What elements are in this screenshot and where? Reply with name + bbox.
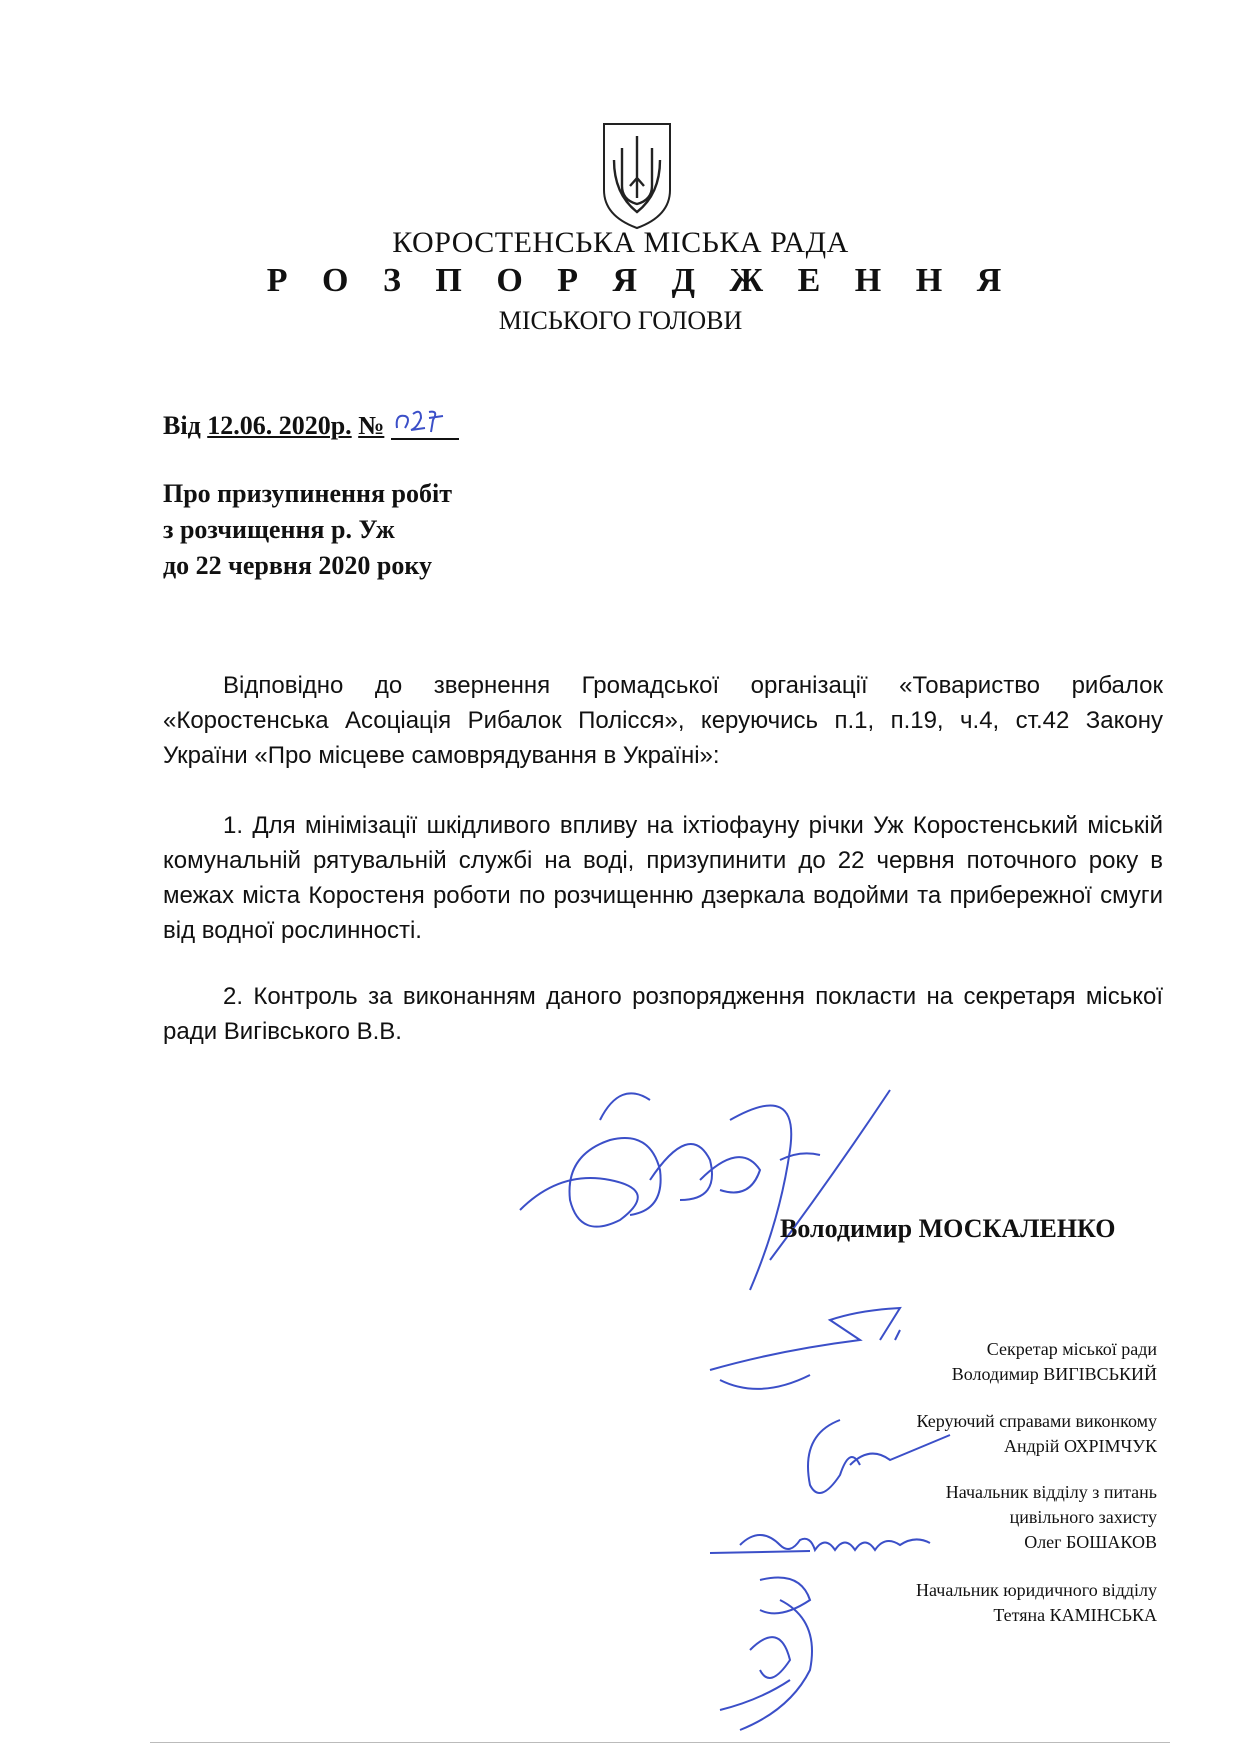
item-2-paragraph: 2. Контроль за виконанням даного розпорядження покласти на секретаря міської ради Вигівського В.В. <box>163 983 1163 1045</box>
approval-name: Андрій ОХРІМЧУК <box>1004 1436 1157 1456</box>
document-type: Р О З П О Р Я Д Ж Е Н Н Я <box>266 262 1015 299</box>
date-number-line <box>163 404 459 441</box>
council-name: КОРОСТЕНСЬКА МІСЬКА РАДА <box>392 226 849 259</box>
issuer: МІСЬКОГО ГОЛОВИ <box>498 306 743 335</box>
approval-position-2: цивільного захисту <box>1009 1507 1157 1527</box>
preamble-paragraph: Відповідно до звернення Громадської організації «Товариство рибалок «Коростенська Асоціація Рибалок Полісся», керуючись п.1, п.19, ч.4, ст.42 Закону України «Про місцеве самоврядування в Україні»: <box>163 672 1163 769</box>
approval-name: Тетяна КАМІНСЬКА <box>993 1605 1157 1625</box>
subject-line-2: з розчищення р. Уж <box>163 515 395 544</box>
coat-of-arms-icon <box>598 120 676 232</box>
civil-defense-signature-icon <box>700 1505 980 1565</box>
date-prefix: Від <box>163 411 201 440</box>
subject-block <box>163 476 452 584</box>
mayor-name: Володимир МОСКАЛЕНКО <box>780 1214 1116 1243</box>
approval-manager <box>916 1409 1157 1459</box>
approval-legal <box>916 1578 1157 1628</box>
approval-position: Керуючий справами виконкому <box>916 1411 1157 1431</box>
approval-name: Олег БОШАКОВ <box>1024 1532 1157 1552</box>
number-label: № <box>358 411 385 440</box>
document-date: 12.06. 2020р. <box>207 411 352 440</box>
approval-civil-defense <box>946 1480 1157 1555</box>
legal-signature-icon <box>700 1560 860 1740</box>
handwritten-number-icon <box>391 404 459 440</box>
mayor-signature-icon <box>500 1060 920 1300</box>
item-1-paragraph: 1. Для мінімізації шкідливого впливу на іхтіофауну річки Уж Коростенський міській комунальній рятувальній службі на воді, призупинити до 22 червня поточного року в межах міста Коростеня роботи по розчищенню дзеркала водойми та прибережної смуги від водної рослинності. <box>163 812 1163 944</box>
approval-position: Начальник юридичного відділу <box>916 1580 1157 1600</box>
approval-secretary <box>952 1337 1157 1387</box>
subject-line-3: до 22 червня 2020 року <box>163 551 432 580</box>
secretary-signature-icon <box>700 1300 940 1400</box>
approval-name: Володимир ВИГІВСЬКИЙ <box>951 1364 1157 1384</box>
approval-position: Секретар міської ради <box>986 1339 1157 1359</box>
approval-position: Начальник відділу з питань <box>945 1482 1157 1502</box>
subject-line-1: Про призупинення робіт <box>163 479 452 508</box>
bottom-divider <box>150 1742 1170 1743</box>
